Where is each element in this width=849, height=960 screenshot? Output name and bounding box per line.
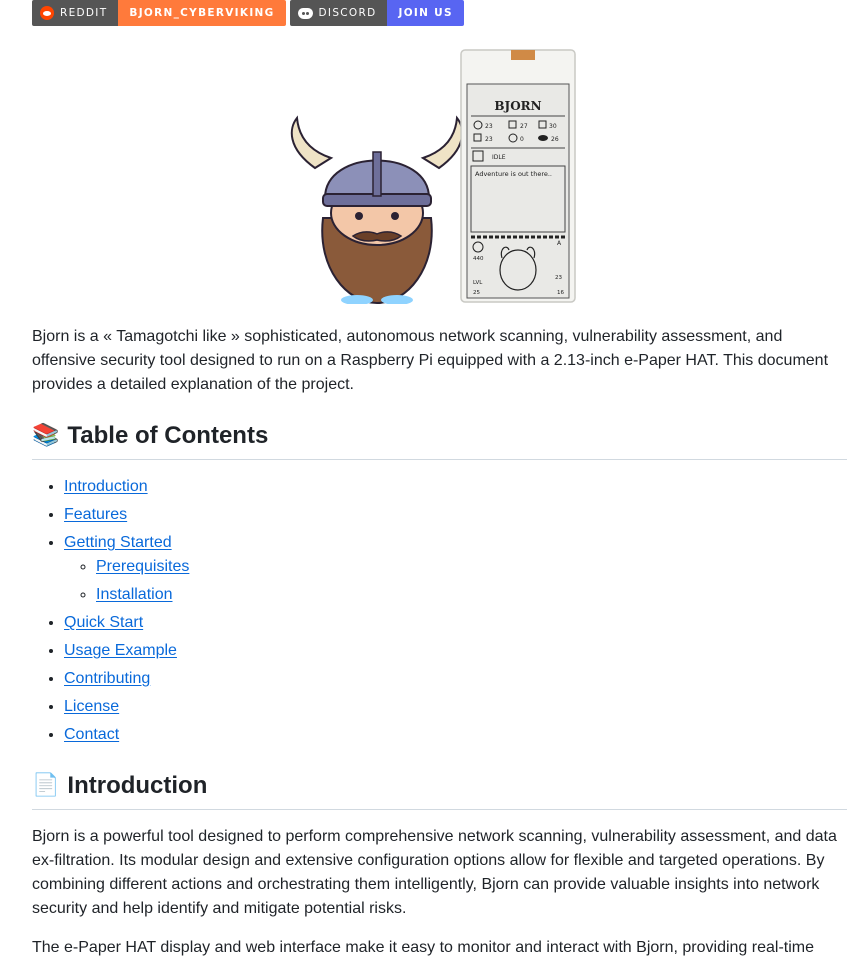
svg-text:30: 30 [549, 123, 557, 130]
toc-link-getting-started[interactable]: Getting Started [64, 534, 172, 551]
svg-text:23: 23 [485, 123, 493, 130]
svg-text:16: 16 [557, 290, 564, 296]
toc-link-introduction[interactable]: Introduction [64, 478, 148, 495]
toc-item [64, 611, 189, 635]
svg-text:26: 26 [551, 136, 559, 143]
introduction-paragraph: Bjorn is a powerful tool designed to perform comprehensive network scanning, vulnerability assessment, and data ex-filtration. Its modular design and extensive configuration options allow for flexible and targeted operations. By combining different actions and orchestrating them intelligently, Bjorn can provide valuable insights into network security and help identify and mitigate potential risks. [32, 828, 837, 917]
discord-badge[interactable]: DISCORD JOIN US [290, 0, 464, 26]
svg-text:0: 0 [520, 136, 524, 143]
toc-item [64, 639, 189, 663]
toc-sublist [64, 555, 189, 607]
toc-item [64, 695, 189, 719]
toc-item [64, 475, 189, 499]
svg-text:IDLE: IDLE [492, 154, 506, 161]
introduction-paragraph-2: The e-Paper HAT display and web interface make it easy to monitor and interact with Bjorn, providing real-time [32, 939, 814, 956]
page-icon: 📄 [32, 773, 60, 798]
hero-image [287, 48, 577, 304]
svg-text:Adventure is out there..: Adventure is out there.. [475, 170, 552, 178]
toc-link-usage-example[interactable]: Usage Example [64, 642, 177, 659]
svg-text:LVL: LVL [473, 280, 483, 286]
readme-content [32, 0, 847, 956]
toc-subitem [96, 583, 189, 607]
toc-heading: 📚 Table of Contents [32, 421, 847, 460]
svg-text:23: 23 [485, 136, 493, 143]
svg-text:440: 440 [473, 256, 484, 262]
toc-item [64, 667, 189, 691]
reddit-badge[interactable]: REDDIT BJORN_CYBERVIKING [32, 0, 286, 26]
svg-text:27: 27 [520, 123, 528, 130]
toc-link-quick-start[interactable]: Quick Start [64, 614, 144, 631]
screen-title: BJORN [494, 99, 542, 113]
svg-text:23: 23 [555, 275, 562, 281]
intro-paragraph: Bjorn is a « Tamagotchi like » sophisticated, autonomous network scanning, vulnerability assessment, and offensive security tool designed to run on a Raspberry Pi equipped with a 2.13-inch e-Paper HAT. This document provides a detailed explanation of the project. [32, 328, 829, 393]
toc-link-prerequisites[interactable]: Prerequisites [96, 558, 190, 575]
svg-text:25: 25 [473, 290, 480, 296]
viking-mascot-image [292, 118, 462, 304]
toc-link-contributing[interactable]: Contributing [64, 670, 151, 687]
discord-icon [298, 8, 313, 19]
reddit-icon [40, 6, 54, 20]
toc-link-installation[interactable]: Installation [96, 586, 173, 603]
toc-link-features[interactable]: Features [64, 506, 128, 523]
toc-list [32, 471, 189, 747]
svg-text:A: A [557, 240, 562, 247]
toc-link-license[interactable]: License [64, 698, 120, 715]
books-icon: 📚 [32, 423, 60, 448]
introduction-heading: 📄 Introduction [32, 771, 847, 810]
toc-item [64, 503, 189, 527]
epaper-device-image [461, 50, 575, 302]
toc-link-contact[interactable]: Contact [64, 726, 120, 743]
toc-item [64, 723, 189, 747]
toc-subitem [96, 555, 189, 579]
toc-item [64, 531, 189, 607]
badge-row [32, 0, 847, 26]
